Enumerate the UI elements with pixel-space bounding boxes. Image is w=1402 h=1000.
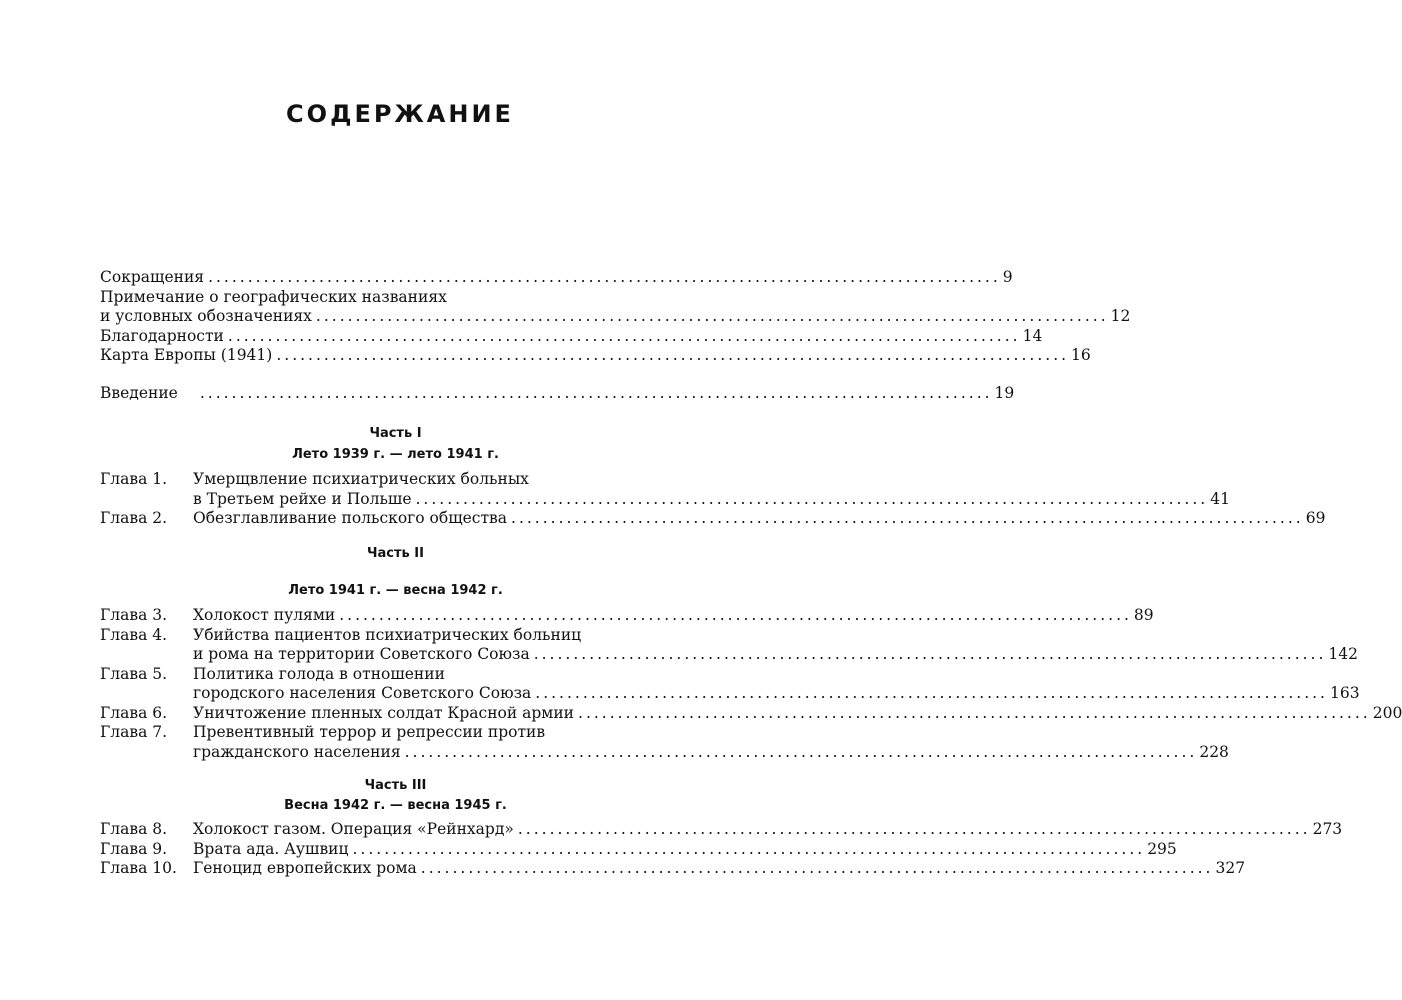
- part-1-label: Часть I: [369, 426, 422, 441]
- chapter-title: Обезглавливание польского общества: [193, 509, 508, 527]
- part-1-chapters: [100, 470, 1326, 529]
- chapter-title: Холокост пулями: [193, 606, 336, 624]
- dot-leader: ....................................................................................................: [415, 489, 1209, 508]
- toc-page-number: 295: [1147, 839, 1177, 858]
- chapter-title: Геноцид европейских рома: [193, 859, 417, 877]
- toc-entry[interactable]: [100, 326, 1043, 347]
- chapter-entry-line[interactable]: [100, 470, 691, 490]
- toc-page-number: 89: [1133, 606, 1154, 624]
- chapter-label: Глава 7.: [100, 723, 168, 741]
- dot-leader: ....................................................................................................: [315, 307, 1109, 325]
- part-3-chapters: [100, 820, 1343, 879]
- dot-leader: ....................................................................................................: [276, 346, 1070, 364]
- chapter-label: Глава 5.: [100, 664, 168, 683]
- dot-leader: ....................................................................................................: [208, 268, 1001, 286]
- page-title: СОДЕРЖАНИЕ: [286, 100, 514, 128]
- chapter-entry[interactable]: [100, 820, 1343, 840]
- chapter-title: Умерщвление психиатрических больных: [193, 470, 529, 488]
- chapter-entry[interactable]: [100, 839, 1177, 860]
- chapter-entry[interactable]: [100, 606, 1154, 626]
- toc-page-number: 228: [1199, 742, 1229, 761]
- part-2-chapters: [100, 606, 1402, 762]
- part-2-subtitle: Лето 1941 г. — весна 1942 г.: [288, 583, 503, 598]
- chapter-title: в Третьем рейхе и Польше: [193, 489, 412, 508]
- chapter-entry-line[interactable]: [100, 723, 691, 743]
- chapter-entry[interactable]: [100, 703, 1402, 724]
- chapter-label: Глава 1.: [100, 470, 168, 488]
- chapter-entry[interactable]: [100, 509, 1326, 529]
- toc-entry-title: Примечание о географических названиях: [100, 287, 447, 306]
- toc-page-number: 273: [1312, 820, 1343, 838]
- chapter-title: и рома на территории Советского Союза: [193, 645, 530, 663]
- chapter-entry-line[interactable]: [100, 626, 691, 646]
- dot-leader: ....................................................................................................: [511, 509, 1304, 527]
- dot-leader: ....................................................................................................: [420, 859, 1214, 877]
- dot-leader: ....................................................................................................: [199, 384, 993, 402]
- chapter-title: городского населения Советского Союза: [193, 684, 532, 702]
- dot-leader: ....................................................................................................: [578, 703, 1371, 722]
- toc-page-number: 163: [1329, 684, 1360, 702]
- toc-entry-title: Карта Европы (1941): [100, 346, 273, 364]
- toc-entry[interactable]: [100, 268, 1013, 288]
- chapter-label: Глава 8.: [100, 820, 168, 838]
- chapter-title: Политика голода в отношении: [193, 664, 445, 683]
- dot-leader: ....................................................................................................: [227, 326, 1021, 345]
- dot-leader: ....................................................................................................: [339, 606, 1132, 624]
- chapter-entry[interactable]: [100, 684, 1360, 704]
- dot-leader: ....................................................................................................: [517, 820, 1311, 838]
- dot-leader: ....................................................................................................: [533, 645, 1327, 663]
- chapter-title: Уничтожение пленных солдат Красной армии: [193, 703, 575, 722]
- chapter-title: Превентивный террор и репрессии против: [193, 723, 546, 741]
- chapter-title: Убийства пациентов психиатрических больниц: [193, 625, 582, 644]
- dot-leader: ....................................................................................................: [352, 839, 1146, 858]
- chapter-title: Холокост газом. Операция «Рейнхард»: [193, 820, 514, 838]
- toc-page-number: 69: [1305, 509, 1326, 527]
- chapter-label: Глава 6.: [100, 703, 168, 722]
- chapter-title: Врата ада. Аушвиц: [193, 839, 349, 858]
- dot-leader: ....................................................................................................: [404, 742, 1198, 761]
- front-matter-list: [100, 268, 1131, 366]
- toc-page-number: 19: [994, 384, 1015, 402]
- toc-entry[interactable]: [100, 346, 1091, 366]
- intro-entry-block: [100, 384, 1015, 404]
- chapter-entry[interactable]: [100, 742, 1229, 763]
- toc-entry-line[interactable]: [100, 288, 691, 308]
- toc-entry-title: и условных обозначениях: [100, 307, 312, 325]
- part-2-label: Часть II: [367, 546, 424, 561]
- chapter-entry[interactable]: [100, 489, 1230, 510]
- toc-page-number: 142: [1328, 645, 1358, 663]
- toc-entry-title: Введение: [100, 384, 178, 402]
- toc-page-number: 327: [1215, 859, 1246, 877]
- chapter-label: Глава 3.: [100, 606, 168, 624]
- toc-page-number: 9: [1002, 268, 1013, 286]
- chapter-title: гражданского населения: [193, 742, 401, 761]
- toc-page-number: 41: [1210, 489, 1230, 508]
- chapter-entry-line[interactable]: [100, 665, 691, 685]
- chapter-label: Глава 9.: [100, 839, 168, 858]
- toc-page-number: 16: [1071, 346, 1091, 364]
- chapter-label: Глава 4.: [100, 625, 168, 644]
- toc-page-number: 200: [1372, 703, 1402, 722]
- dot-leader: ....................................................................................................: [535, 684, 1328, 702]
- toc-entry-title: Сокращения: [100, 268, 205, 286]
- toc-entry-title: Благодарности: [100, 326, 224, 345]
- chapter-label: Глава 2.: [100, 509, 168, 527]
- chapter-label: Глава 10.: [100, 859, 177, 877]
- part-3-label: Часть III: [364, 778, 427, 793]
- toc-page-number: 12: [1110, 307, 1131, 325]
- chapter-entry[interactable]: [100, 859, 1246, 879]
- part-1-subtitle: Лето 1939 г. — лето 1941 г.: [292, 447, 499, 462]
- chapter-entry[interactable]: [100, 645, 1358, 665]
- part-3-subtitle: Весна 1942 г. — весна 1945 г.: [284, 798, 507, 813]
- toc-page-number: 14: [1022, 326, 1043, 345]
- toc-entry-intro[interactable]: [100, 384, 1015, 404]
- toc-entry[interactable]: [100, 307, 1131, 327]
